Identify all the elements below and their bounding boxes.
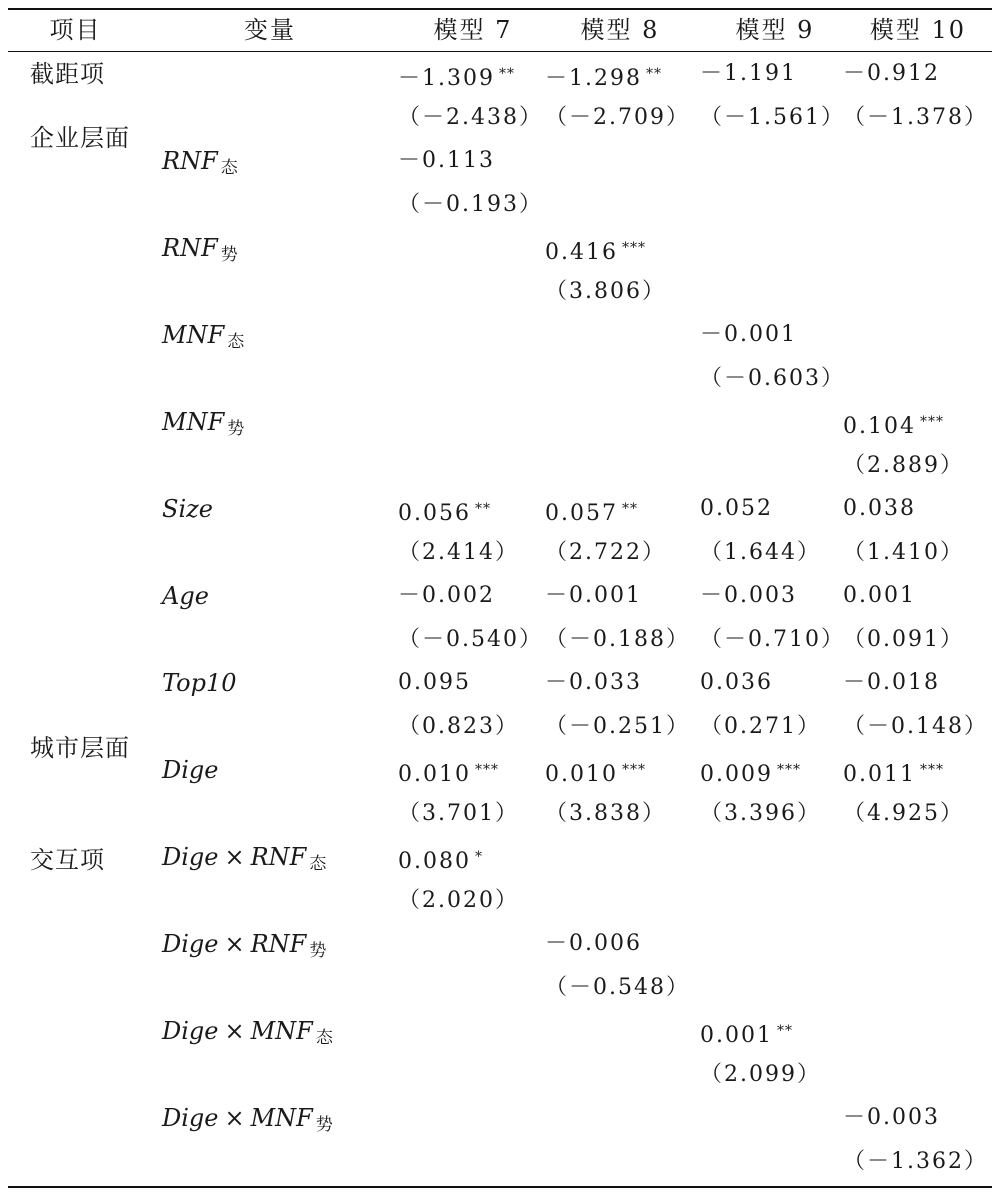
coef-value: －0.001 bbox=[545, 583, 642, 608]
significance-stars: *** bbox=[919, 762, 944, 778]
variable-base: RNF bbox=[162, 147, 218, 175]
coef-value: 0.011 bbox=[843, 762, 916, 787]
variable-subscript: 态 bbox=[315, 1028, 333, 1048]
significance-stars: *** bbox=[474, 762, 499, 778]
table-row bbox=[0, 139, 1000, 226]
category-interaction: 交互项 bbox=[30, 846, 105, 874]
coef-model-10 bbox=[843, 52, 1000, 96]
coef-value: 0.009 bbox=[700, 762, 773, 787]
tstat-value: （3.701） bbox=[398, 801, 519, 826]
tstat-value: （－0.540） bbox=[398, 627, 543, 652]
coef-model-10 bbox=[843, 1096, 1000, 1140]
table-row bbox=[0, 1096, 1000, 1183]
variable-name bbox=[162, 487, 213, 531]
coef-value: －0.912 bbox=[843, 61, 940, 86]
significance-stars: ** bbox=[474, 501, 491, 517]
table-row bbox=[0, 922, 1000, 1009]
tstat-model-10 bbox=[843, 792, 1000, 835]
header-model-8: 模型 8 bbox=[580, 16, 660, 44]
variable-name bbox=[162, 1096, 333, 1140]
significance-stars: *** bbox=[621, 240, 646, 256]
times-symbol: × bbox=[224, 1017, 245, 1045]
tstat-value: （2.414） bbox=[398, 540, 519, 565]
coef-model-9 bbox=[700, 313, 900, 357]
tstat-value: （－0.251） bbox=[545, 714, 690, 739]
variable-name bbox=[162, 835, 326, 879]
significance-stars: * bbox=[474, 849, 483, 865]
coef-value: －0.003 bbox=[700, 583, 797, 608]
variable-subscript: 态 bbox=[220, 158, 238, 178]
tstat-value: （3.838） bbox=[545, 801, 666, 826]
table-row bbox=[0, 313, 1000, 400]
coef-value: 0.052 bbox=[700, 496, 773, 521]
tstat-model-8 bbox=[545, 270, 745, 313]
variable-name bbox=[162, 1009, 333, 1053]
tstat-model-8 bbox=[545, 966, 745, 1009]
variable-prefix: Dige bbox=[162, 843, 219, 871]
tstat-value: （－1.378） bbox=[843, 105, 988, 130]
significance-stars: ** bbox=[621, 501, 638, 517]
coef-value: 0.080 bbox=[398, 849, 471, 874]
tstat-value: （－1.561） bbox=[700, 105, 845, 130]
coef-model-10 bbox=[843, 400, 1000, 444]
header-model-7: 模型 7 bbox=[433, 16, 513, 44]
table-row bbox=[0, 1009, 1000, 1096]
tstat-value: （3.806） bbox=[545, 279, 666, 304]
variable-base: RNF bbox=[162, 234, 218, 262]
variable-base: MNF bbox=[162, 408, 225, 436]
tstat-value: （－0.148） bbox=[843, 714, 988, 739]
tstat-value: （－0.188） bbox=[545, 627, 690, 652]
coef-model-10 bbox=[843, 661, 1000, 705]
tstat-model-10 bbox=[843, 705, 1000, 748]
tstat-value: （3.396） bbox=[700, 801, 821, 826]
variable-name bbox=[162, 139, 238, 183]
coef-value: －0.002 bbox=[398, 583, 495, 608]
tstat-model-9 bbox=[700, 357, 900, 400]
coef-value: －1.298 bbox=[545, 66, 642, 91]
coef-value: －0.033 bbox=[545, 670, 642, 695]
tstat-value: （2.722） bbox=[545, 540, 666, 565]
variable-subscript: 势 bbox=[315, 1115, 333, 1135]
table-body bbox=[0, 52, 1000, 1186]
tstat-value: （2.020） bbox=[398, 888, 519, 913]
coef-value: 0.095 bbox=[398, 670, 471, 695]
coef-value: －0.018 bbox=[843, 670, 940, 695]
variable-name bbox=[162, 748, 218, 792]
tstat-value: （1.410） bbox=[843, 540, 964, 565]
coef-value: 0.001 bbox=[843, 583, 916, 608]
times-symbol: × bbox=[224, 843, 245, 871]
variable-base: Age bbox=[162, 582, 209, 610]
variable-prefix: Dige bbox=[162, 1104, 219, 1132]
variable-name bbox=[162, 574, 209, 618]
tstat-model-10 bbox=[843, 96, 1000, 139]
header-variable: 变量 bbox=[244, 16, 296, 44]
tstat-model-9 bbox=[700, 1053, 900, 1096]
variable-prefix: Dige bbox=[162, 1017, 219, 1045]
table-row bbox=[0, 748, 1000, 835]
header-model-9: 模型 9 bbox=[735, 16, 815, 44]
tstat-value: （－0.710） bbox=[700, 627, 845, 652]
significance-stars: ** bbox=[776, 1023, 793, 1039]
tstat-value: （－0.548） bbox=[545, 975, 690, 1000]
table-row bbox=[0, 400, 1000, 487]
table-row bbox=[0, 487, 1000, 574]
variable-base: Dige bbox=[162, 756, 219, 784]
table-row bbox=[0, 835, 1000, 922]
coef-value: －1.191 bbox=[700, 61, 797, 86]
coef-value: －0.001 bbox=[700, 322, 797, 347]
variable-prefix: Dige bbox=[162, 930, 219, 958]
significance-stars: *** bbox=[776, 762, 801, 778]
coef-value: －1.309 bbox=[398, 66, 495, 91]
tstat-value: （0.823） bbox=[398, 714, 519, 739]
tstat-value: （－0.193） bbox=[398, 192, 543, 217]
coef-value: 0.416 bbox=[545, 240, 618, 265]
coef-model-7 bbox=[398, 139, 598, 183]
variable-name bbox=[162, 922, 326, 966]
tstat-value: （－1.362） bbox=[843, 1149, 988, 1174]
tstat-value: （－2.438） bbox=[398, 105, 543, 130]
coef-model-8 bbox=[545, 226, 745, 270]
variable-base: MNF bbox=[250, 1017, 313, 1045]
table-header bbox=[0, 10, 1000, 50]
significance-stars: ** bbox=[498, 66, 515, 82]
tstat-value: （1.644） bbox=[700, 540, 821, 565]
tstat-value: （0.091） bbox=[843, 627, 964, 652]
coef-model-7 bbox=[398, 835, 598, 879]
header-model-10: 模型 10 bbox=[869, 16, 967, 44]
table-row bbox=[0, 226, 1000, 313]
variable-name bbox=[162, 661, 237, 705]
variable-name bbox=[162, 226, 238, 270]
coef-value: 0.010 bbox=[398, 762, 471, 787]
header-item: 项目 bbox=[49, 16, 102, 44]
coef-model-9 bbox=[700, 1009, 900, 1053]
coef-value: 0.057 bbox=[545, 501, 618, 526]
variable-base: RNF bbox=[250, 843, 307, 871]
times-symbol: × bbox=[224, 930, 245, 958]
variable-base: MNF bbox=[162, 321, 225, 349]
table-row bbox=[0, 661, 1000, 748]
variable-subscript: 态 bbox=[227, 332, 245, 352]
variable-base: Size bbox=[162, 495, 213, 523]
variable-base: MNF bbox=[250, 1104, 313, 1132]
tstat-value: （－2.709） bbox=[545, 105, 690, 130]
variable-subscript: 态 bbox=[309, 854, 327, 874]
variable-name bbox=[162, 313, 244, 357]
significance-stars: *** bbox=[621, 762, 646, 778]
variable-base: Top10 bbox=[162, 669, 237, 697]
variable-subscript: 势 bbox=[309, 941, 327, 961]
coef-model-10 bbox=[843, 574, 1000, 618]
variable-base: RNF bbox=[250, 930, 307, 958]
tstat-value: （0.271） bbox=[700, 714, 821, 739]
coef-model-10 bbox=[843, 748, 1000, 792]
table-row-intercept bbox=[0, 52, 1000, 139]
tstat-model-7 bbox=[398, 879, 598, 922]
times-symbol: × bbox=[224, 1104, 245, 1132]
category-city: 城市层面 bbox=[30, 734, 130, 762]
coef-value: 0.010 bbox=[545, 762, 618, 787]
table-bottom-rule bbox=[8, 1186, 992, 1188]
significance-stars: ** bbox=[645, 66, 662, 82]
category-firm: 企业层面 bbox=[30, 124, 130, 152]
coef-value: －0.006 bbox=[545, 931, 642, 956]
coef-model-8 bbox=[545, 922, 745, 966]
tstat-value: （2.099） bbox=[700, 1062, 821, 1087]
category-intercept: 截距项 bbox=[30, 60, 105, 88]
coef-model-10 bbox=[843, 487, 1000, 531]
tstat-model-10 bbox=[843, 531, 1000, 574]
variable-name bbox=[162, 400, 244, 444]
tstat-model-10 bbox=[843, 1140, 1000, 1183]
coef-value: 0.001 bbox=[700, 1023, 773, 1048]
tstat-model-10 bbox=[843, 618, 1000, 661]
significance-stars: *** bbox=[919, 414, 944, 430]
tstat-model-7 bbox=[398, 183, 598, 226]
coef-value: 0.104 bbox=[843, 414, 916, 439]
tstat-value: （4.925） bbox=[843, 801, 964, 826]
coef-value: －0.003 bbox=[843, 1105, 940, 1130]
variable-subscript: 势 bbox=[220, 245, 238, 265]
tstat-model-10 bbox=[843, 444, 1000, 487]
tstat-value: （2.889） bbox=[843, 453, 964, 478]
variable-subscript: 势 bbox=[227, 419, 245, 439]
tstat-value: （－0.603） bbox=[700, 366, 845, 391]
coef-value: 0.056 bbox=[398, 501, 471, 526]
coef-value: 0.038 bbox=[843, 496, 916, 521]
table-row bbox=[0, 574, 1000, 661]
coef-value: －0.113 bbox=[398, 148, 495, 173]
coef-value: 0.036 bbox=[700, 670, 773, 695]
